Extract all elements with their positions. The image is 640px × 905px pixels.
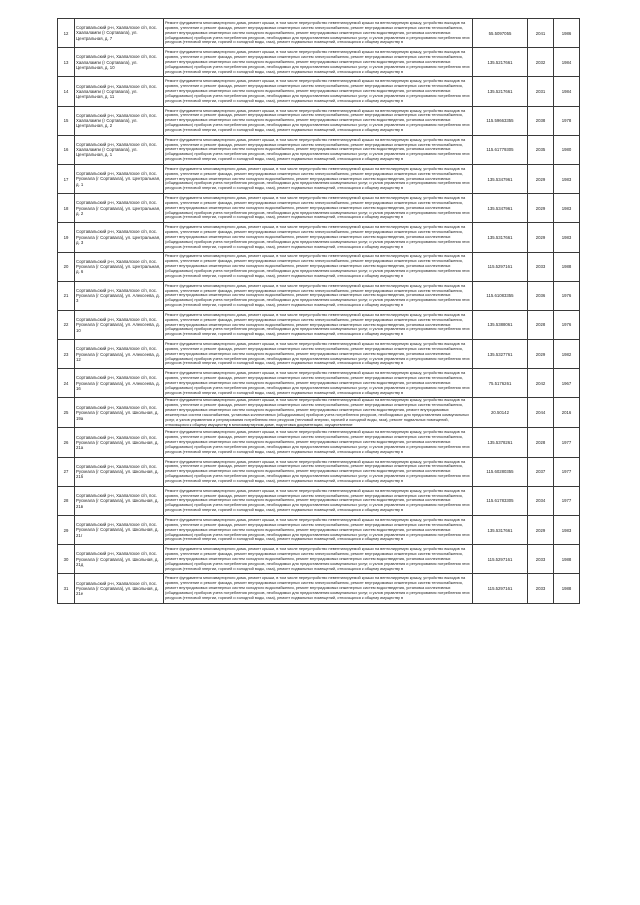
row-number-cell <box>58 369 75 398</box>
address-cell <box>75 164 164 193</box>
table-row <box>58 574 580 603</box>
build-year-cell-text: 2016 <box>561 410 572 416</box>
build-year-cell <box>554 281 580 310</box>
works-list-cell-text: Ремонт фундамента многоквартирного дома, ремонт крыши, в том числе переустройство невентилируемой крыши на вентилируемую крышу, устройство выходов на кровлю, утепление и ремонт фасада, ремонт внутридомовых инженерных систем электроснабжения, ремонт внутридомовых инженерных систем теплоснабжения, ремонт внутридомовых инженерных систем холодного водоснабжения, ремонт внутридомовых инженерных систем водоотведения, установка коллективных (общедомовых) приборов учета потребления ресурсов, необходимых для предоставления коммунальных услуг, и узлов управления и регулирования потребления этих ресурсов (тепловой энергии, горячей и холодной воды, газа), ремонт подвальных помещений, относящихся к общему имуществу в <box>165 283 470 308</box>
row-number-cell <box>58 252 75 281</box>
works-list-cell-text: Ремонт фундамента многоквартирного дома, ремонт крыши, в том числе переустройство невентилируемой крыши на вентилируемую крышу, устройство выходов на кровлю, утепление и ремонт фасада, ремонт внутридомовых инженерных систем электроснабжения, ремонт внутридомовых инженерных систем теплоснабжения, ремонт внутридомовых инженерных систем холодного водоснабжения, ремонт внутридомовых инженерных систем водоотведения, установка коллективных (общедомовых) приборов учета потребления ресурсов, необходимых для предоставления коммунальных услуг, и узлов управления и регулирования потребления этих ресурсов (тепловой энергии, горячей и холодной воды, газа), ремонт подвальных помещений, относящихся к общему имуществу в <box>165 196 470 220</box>
build-year-cell-text: 1988 <box>561 264 572 270</box>
address-cell <box>75 19 164 48</box>
planned-year-cell-text: 2028 <box>535 440 546 446</box>
build-year-cell-text: 1988 <box>561 556 572 562</box>
works-list-cell-text: Ремонт фундамента многоквартирного дома, ремонт крыши, в том числе переустройство невентилируемой крыши на вентилируемую крышу, устройство выходов на кровлю, утепление и ремонт фасада, ремонт внутридомовых инженерных систем электроснабжения, ремонт внутридомовых инженерных систем теплоснабжения, ремонт внутридомовых инженерных систем холодного водоснабжения, ремонт внутридомовых инженерных систем водоотведения, установка коллективных (общедомовых) приборов учета потребления ресурсов, необходимых для предоставления коммунальных услуг, и узлов управления и регулирования потребления этих ресурсов (тепловой энергии, горячей и холодной воды, газа), ремонт подвальных помещений, относящихся к общему имуществу в <box>165 576 470 600</box>
address-cell-text: Сортавальский р-н, Хаапалское с/п, пос. Рускеала (г Сортавала), ул. Школьная, д. 19а <box>76 404 159 421</box>
cost-cell-text: 135.5327761 <box>487 351 513 357</box>
works-list-cell-text: Ремонт фундамента многоквартирного дома, ремонт крыши, в том числе переустройство невентилируемой крыши на вентилируемую крышу, устройство выходов на кровлю, утепление и ремонт фасада, ремонт внутридомовых инженерных систем электроснабжения, ремонт внутридомовых инженерных систем теплоснабжения, ремонт внутридомовых инженерных систем холодного водоснабжения, ремонт внутридомовых инженерных систем водоотведения, установка коллективных (общедомовых) приборов учета потребления ресурсов, необходимых для предоставления коммунальных услуг, и узлов управления и регулирования потребления этих ресурсов (тепловой энергии, горячей и холодной воды, газа), ремонт подвальных помещений, относящихся к общему имуществу в <box>165 50 470 74</box>
planned-year-cell-text: 2032 <box>535 59 546 65</box>
row-number-cell <box>58 281 75 310</box>
table-row <box>58 457 580 486</box>
works-list-cell <box>164 369 473 398</box>
works-list-cell <box>164 486 473 515</box>
build-year-cell <box>554 194 580 223</box>
build-year-cell-text: 1983 <box>561 234 572 240</box>
build-year-cell-text: 1984 <box>561 88 572 94</box>
build-year-cell-text: 1984 <box>561 59 572 65</box>
works-list-cell <box>164 574 473 603</box>
capital-repair-table <box>57 18 580 604</box>
works-list-cell-text: Ремонт фундамента многоквартирного дома, ремонт крыши, в том числе переустройство невентилируемой крыши на вентилируемую крышу, устройство выходов на кровлю, утепление и ремонт фасада, ремонт внутридомовых инженерных систем электроснабжения, ремонт внутридомовых инженерных систем теплоснабжения, ремонт внутридомовых инженерных систем холодного водоснабжения, ремонт внутридомовых инженерных систем водоотведения, установка коллективных (общедомовых) приборов учета потребления ресурсов, необходимых для предоставления коммунальных услуг, и узлов управления и регулирования потребления этих ресурсов (тепловой энергии, горячей и холодной воды, газа), ремонт подвальных помещений, относящихся к общему имуществу в <box>165 108 470 132</box>
build-year-cell <box>554 457 580 486</box>
cost-cell-text: 55.5097055 <box>488 30 512 36</box>
works-list-cell-text: Ремонт фундамента многоквартирного дома, ремонт крыши, в том числе переустройство невентилируемой крыши на вентилируемую крышу, устройство выходов на кровлю, утепление и ремонт фасада, ремонт внутридомовых инженерных систем электроснабжения, ремонт внутридомовых инженерных систем теплоснабжения, ремонт внутридомовых инженерных систем холодного водоснабжения, ремонт внутридомовых инженерных систем водоотведения, установка коллективных (общедомовых) приборов учета потребления ресурсов, необходимых для предоставления коммунальных услуг, и узлов управления и регулирования потребления этих ресурсов (тепловой энергии, горячей и холодной воды, газа), ремонт подвальных помещений, относящихся к общему имуществу в <box>165 225 470 249</box>
works-list-cell-text: Ремонт фундамента многоквартирного дома, ремонт крыши, в том числе переустройство невентилируемой крыши на вентилируемую крышу, устройство выходов на кровлю, утепление и ремонт фасада, ремонт внутридомовых инженерных систем электроснабжения, ремонт внутридомовых инженерных систем теплоснабжения, ремонт внутридомовых инженерных систем холодного водоснабжения, ремонт внутридомовых инженерных систем водоотведения, установка коллективных (общедомовых) приборов учета потребления ресурсов, необходимых для предоставления коммунальных услуг, и узлов управления и регулирования потребления этих ресурсов (тепловой энергии, горячей и холодной воды, газа), ремонт подвальных помещений, относящихся к общему имуществу в <box>165 371 470 395</box>
row-number-cell <box>58 223 75 252</box>
works-list-cell <box>164 19 473 48</box>
planned-year-cell-text: 2029 <box>535 176 546 182</box>
cost-cell-text: 115.5297161 <box>487 264 513 270</box>
cost-cell-text: 135.5217661 <box>487 88 513 94</box>
row-number-cell-text: 16 <box>63 147 69 153</box>
row-number-cell-text: 18 <box>63 205 69 211</box>
works-list-cell <box>164 545 473 574</box>
build-year-cell <box>554 164 580 193</box>
address-cell <box>75 48 164 77</box>
address-cell <box>75 398 164 428</box>
cost-cell <box>473 19 528 48</box>
planned-year-cell-text: 2034 <box>535 498 546 504</box>
planned-year-cell <box>528 574 554 603</box>
planned-year-cell <box>528 48 554 77</box>
table-row <box>58 428 580 457</box>
cost-cell <box>473 574 528 603</box>
build-year-cell <box>554 369 580 398</box>
build-year-cell <box>554 340 580 369</box>
table-row <box>58 252 580 281</box>
row-number-cell-text: 17 <box>63 176 69 182</box>
planned-year-cell <box>528 19 554 48</box>
works-list-cell <box>164 516 473 545</box>
build-year-cell <box>554 106 580 135</box>
row-number-cell <box>58 428 75 457</box>
works-list-cell <box>164 164 473 193</box>
address-cell <box>75 77 164 106</box>
table-row <box>58 164 580 193</box>
planned-year-cell-text: 2036 <box>535 293 546 299</box>
cost-cell <box>473 223 528 252</box>
build-year-cell <box>554 310 580 339</box>
row-number-cell <box>58 135 75 164</box>
cost-cell-text: 135.5317661 <box>487 234 513 240</box>
address-cell <box>75 516 164 545</box>
build-year-cell-text: 1978 <box>561 118 572 124</box>
build-year-cell <box>554 135 580 164</box>
planned-year-cell <box>528 106 554 135</box>
row-number-cell-text: 25 <box>63 410 69 416</box>
cost-cell <box>473 398 528 428</box>
build-year-cell-text: 1976 <box>561 322 572 328</box>
row-number-cell <box>58 164 75 193</box>
build-year-cell <box>554 574 580 603</box>
works-list-cell-text: Ремонт фундамента многоквартирного дома, ремонт крыши, в том числе переустройство невентилируемой крыши на вентилируемую крышу, устройство выходов на кровлю, утепление и ремонт фасада, ремонт внутридомовых инженерных систем электроснабжения, ремонт внутридомовых инженерных систем теплоснабжения, ремонт внутридомовых инженерных систем холодного водоснабжения, ремонт внутридомовых инженерных систем водоотведения, установка коллективных (общедомовых) приборов учета потребления ресурсов, необходимых для предоставления коммунальных услуг, и узлов управления и регулирования потребления этих ресурсов (тепловой энергии, горячей и холодной воды, газа), ремонт подвальных помещений, относящихся к общему имуществу в <box>165 137 470 162</box>
address-cell <box>75 135 164 164</box>
address-cell-text: Сортавальский р-н, Хаапалское с/п, пос. Рускеала (г Сортавала), ул. Алексеева, д. 12 <box>76 346 160 362</box>
cost-cell <box>473 428 528 457</box>
table-row <box>58 398 580 428</box>
planned-year-cell <box>528 194 554 223</box>
document-page <box>57 18 580 604</box>
row-number-cell-text: 19 <box>63 234 69 240</box>
cost-cell-text: 115.61783305 <box>486 498 514 504</box>
row-number-cell <box>58 545 75 574</box>
planned-year-cell <box>528 135 554 164</box>
cost-cell-text: 115.61779305 <box>486 147 514 153</box>
planned-year-cell-text: 2038 <box>535 118 546 124</box>
address-cell-text: Сортавальский р-н, Хаапалское с/п, пос. Рускеала (г Сортавала), ул. Центральная, д. 6 <box>76 258 161 275</box>
planned-year-cell <box>528 516 554 545</box>
works-list-cell-text: Ремонт фундамента многоквартирного дома, ремонт крыши, в том числе переустройство невентилируемой крыши на вентилируемую крышу, устройство выходов на кровлю, утепление и ремонт фасада, ремонт внутридомовых инженерных систем электроснабжения, ремонт внутридомовых инженерных систем теплоснабжения, ремонт внутридомовых инженерных систем холодного водоснабжения, ремонт внутридомовых инженерных систем водоотведения, ремонт внутридомовых инженерных систем газоснабжения, установка коллективных (общедомовых) приборов учета потребления ресурсов, необходимых для предоставления коммунальных услуг, и узлов управления и регулирования потребления этих ресурсов (тепловой энергии, горячей и холодной воды, газа), ремонт подвальных помещений, относящихся к общему имуществу в многоквартирном доме, подготовка документации, осуществление <box>165 398 470 427</box>
works-list-cell <box>164 77 473 106</box>
build-year-cell <box>554 486 580 515</box>
planned-year-cell <box>528 164 554 193</box>
cost-cell-text: 135.5347961 <box>487 176 513 182</box>
build-year-cell <box>554 223 580 252</box>
planned-year-cell <box>528 281 554 310</box>
build-year-cell <box>554 516 580 545</box>
build-year-cell-text: 1976 <box>561 293 572 299</box>
row-number-cell-text: 13 <box>63 59 69 65</box>
cost-cell <box>473 457 528 486</box>
row-number-cell-text: 26 <box>63 440 69 446</box>
planned-year-cell <box>528 340 554 369</box>
address-cell-text: Сортавальский р-н, Хаапалское с/п, пос. Рускеала (г Сортавала), ул. Центральная, д. 1 <box>76 171 161 187</box>
table-row <box>58 19 580 48</box>
cost-cell-text: 115.5297161 <box>487 556 513 562</box>
table-body <box>58 19 580 604</box>
planned-year-cell <box>528 223 554 252</box>
row-number-cell <box>58 574 75 603</box>
cost-cell <box>473 310 528 339</box>
row-number-cell <box>58 194 75 223</box>
planned-year-cell-text: 2042 <box>535 380 546 386</box>
build-year-cell-text: 1982 <box>561 351 572 357</box>
row-number-cell-text: 31 <box>63 585 69 591</box>
row-number-cell-text: 12 <box>63 30 69 36</box>
planned-year-cell-text: 2035 <box>535 147 546 153</box>
address-cell <box>75 252 164 281</box>
address-cell <box>75 486 164 515</box>
works-list-cell <box>164 457 473 486</box>
address-cell-text: Сортавальский р-н, Хаапалское с/п, пос. Хаапалампи (г Сортавала), ул. Центральная, д. 10 <box>76 54 158 70</box>
cost-cell <box>473 340 528 369</box>
address-cell-text: Сортавальский р-н, Хаапалское с/п, пос. Рускеала (г Сортавала), ул. Центральная, д. 2 <box>76 200 161 216</box>
cost-cell <box>473 194 528 223</box>
address-cell <box>75 545 164 574</box>
works-list-cell-text: Ремонт фундамента многоквартирного дома, ремонт крыши, в том числе переустройство невентилируемой крыши на вентилируемую крышу, устройство выходов на кровлю, утепление и ремонт фасада, ремонт внутридомовых инженерных систем электроснабжения, ремонт внутридомовых инженерных систем теплоснабжения, ремонт внутридомовых инженерных систем холодного водоснабжения, ремонт внутридомовых инженерных систем водоотведения, установка коллективных (общедомовых) приборов учета потребления ресурсов, необходимых для предоставления коммунальных услуг, и узлов управления и регулирования потребления этих ресурсов (тепловой энергии, горячей и холодной воды, газа), ремонт подвальных помещений, относящихся к общему имуществу в <box>165 342 470 366</box>
row-number-cell-text: 24 <box>63 380 69 386</box>
cost-cell-text: 135.5317661 <box>487 527 513 533</box>
address-cell <box>75 106 164 135</box>
row-number-cell <box>58 77 75 106</box>
address-cell <box>75 574 164 603</box>
address-cell-text: Сортавальский р-н, Хаапалское с/п, пос. Рускеала (г Сортавала), ул. Алексеева, д. 3 <box>76 287 160 304</box>
table-row <box>58 135 580 164</box>
row-number-cell-text: 15 <box>63 118 69 124</box>
build-year-cell-text: 1983 <box>561 176 572 182</box>
row-number-cell <box>58 19 75 48</box>
planned-year-cell <box>528 252 554 281</box>
works-list-cell <box>164 106 473 135</box>
address-cell-text: Сортавальский р-н, Хаапалское с/п, пос. Рускеала (г Сортавала), ул. Центральная, д. 3 <box>76 229 161 246</box>
works-list-cell <box>164 194 473 223</box>
table-row <box>58 340 580 369</box>
address-cell <box>75 223 164 252</box>
address-cell-text: Сортавальский р-н, Хаапалское с/п, пос. Рускеала (г Сортавала), ул. Алексеева, д. 10 <box>76 317 160 333</box>
planned-year-cell-text: 2029 <box>535 351 546 357</box>
row-number-cell <box>58 516 75 545</box>
address-cell <box>75 194 164 223</box>
planned-year-cell-text: 2033 <box>535 264 546 270</box>
cost-cell <box>473 486 528 515</box>
row-number-cell <box>58 48 75 77</box>
cost-cell-text: 115.60280355 <box>486 469 514 475</box>
row-number-cell-text: 28 <box>63 498 69 504</box>
planned-year-cell-text: 2041 <box>535 30 546 36</box>
planned-year-cell-text: 2031 <box>535 88 546 94</box>
planned-year-cell-text: 2029 <box>535 234 546 240</box>
cost-cell-text: 75.5176261 <box>488 380 512 386</box>
works-list-cell-text: Ремонт фундамента многоквартирного дома, ремонт крыши, в том числе переустройство невентилируемой крыши на вентилируемую крышу, устройство выходов на кровлю, утепление и ремонт фасада, ремонт внутридомовых инженерных систем электроснабжения, ремонт внутридомовых инженерных систем теплоснабжения, ремонт внутридомовых инженерных систем холодного водоснабжения, ремонт внутридомовых инженерных систем водоотведения, установка коллективных (общедомовых) приборов учета потребления ресурсов, необходимых для предоставления коммунальных услуг, и узлов управления и регулирования потребления этих ресурсов (тепловой энергии, горячей и холодной воды, газа), ремонт подвальных помещений, относящихся к общему имуществу в <box>165 166 470 191</box>
address-cell-text: Сортавальский р-н, Хаапалское с/п, пос. Рускеала (г Сортавала), ул. Школьная, д. 21а <box>76 434 159 451</box>
works-list-cell <box>164 48 473 77</box>
table-row <box>58 516 580 545</box>
build-year-cell-text: 1983 <box>561 205 572 211</box>
build-year-cell <box>554 252 580 281</box>
row-number-cell <box>58 486 75 515</box>
planned-year-cell <box>528 398 554 428</box>
cost-cell <box>473 164 528 193</box>
planned-year-cell <box>528 545 554 574</box>
works-list-cell <box>164 252 473 281</box>
address-cell-text: Сортавальский р-н, Хаапалское с/п, пос. Хаапалампи (г Сортавала), ул. Центральная, д. 1 <box>76 141 158 158</box>
table-row <box>58 486 580 515</box>
build-year-cell-text: 1983 <box>561 527 572 533</box>
build-year-cell-text: 1986 <box>561 30 572 36</box>
build-year-cell-text: 1988 <box>561 585 572 591</box>
planned-year-cell-text: 2037 <box>535 469 546 475</box>
planned-year-cell-text: 2029 <box>535 527 546 533</box>
works-list-cell-text: Ремонт фундамента многоквартирного дома, ремонт крыши, в том числе переустройство невентилируемой крыши на вентилируемую крышу, устройство выходов на кровлю, утепление и ремонт фасада, ремонт внутридомовых инженерных систем электроснабжения, ремонт внутридомовых инженерных систем теплоснабжения, ремонт внутридомовых инженерных систем холодного водоснабжения, ремонт внутридомовых инженерных систем водоотведения, установка коллективных (общедомовых) приборов учета потребления ресурсов, необходимых для предоставления коммунальных услуг, и узлов управления и регулирования потребления этих ресурсов (тепловой энергии, горячей и холодной воды, газа), ремонт подвальных помещений, относящихся к общему имуществу в <box>165 79 470 103</box>
works-list-cell <box>164 398 473 428</box>
build-year-cell <box>554 398 580 428</box>
works-list-cell-text: Ремонт фундамента многоквартирного дома, ремонт крыши, в том числе переустройство невентилируемой крыши на вентилируемую крышу, устройство выходов на кровлю, утепление и ремонт фасада, ремонт внутридомовых инженерных систем электроснабжения, ремонт внутридомовых инженерных систем теплоснабжения, ремонт внутридомовых инженерных систем холодного водоснабжения, ремонт внутридомовых инженерных систем водоотведения, установка коллективных (общедомовых) приборов учета потребления ресурсов, необходимых для предоставления коммунальных услуг, и узлов управления и регулирования потребления этих ресурсов (тепловой энергии, горячей и холодной воды, газа), ремонт подвальных помещений, относящихся к общему имуществу в <box>165 547 470 571</box>
cost-cell-text: 135.5217661 <box>487 59 513 65</box>
row-number-cell-text: 27 <box>63 469 69 475</box>
works-list-cell <box>164 310 473 339</box>
planned-year-cell-text: 2033 <box>535 556 546 562</box>
works-list-cell <box>164 135 473 164</box>
planned-year-cell-text: 2028 <box>535 322 546 328</box>
table-row <box>58 281 580 310</box>
row-number-cell <box>58 106 75 135</box>
planned-year-cell <box>528 77 554 106</box>
address-cell-text: Сортавальский р-н, Хаапалское с/п, пос. Рускеала (г Сортавала), ул. Школьная, д. 21е <box>76 580 159 597</box>
cost-cell-text: 115.61083355 <box>486 293 514 299</box>
build-year-cell <box>554 48 580 77</box>
address-cell-text: Сортавальский р-н, Хаапалское с/п, пос. Рускеала (г Сортавала), ул. Школьная, д. 21г <box>76 522 159 538</box>
works-list-cell-text: Ремонт фундамента многоквартирного дома, ремонт крыши, в том числе переустройство невентилируемой крыши на вентилируемую крышу, устройство выходов на кровлю, утепление и ремонт фасада, ремонт внутридомовых инженерных систем электроснабжения, ремонт внутридомовых инженерных систем теплоснабжения, ремонт внутридомовых инженерных систем холодного водоснабжения, ремонт внутридомовых инженерных систем водоотведения, установка коллективных (общедомовых) приборов учета потребления ресурсов, необходимых для предоставления коммунальных услуг, и узлов управления и регулирования потребления этих ресурсов (тепловой энергии, горячей и холодной воды, газа), ремонт подвальных помещений, относящихся к общему имуществу в <box>165 459 470 483</box>
works-list-cell <box>164 428 473 457</box>
planned-year-cell <box>528 486 554 515</box>
planned-year-cell-text: 2029 <box>535 205 546 211</box>
table-row <box>58 369 580 398</box>
row-number-cell-text: 22 <box>63 322 69 328</box>
cost-cell <box>473 252 528 281</box>
planned-year-cell-text: 2044 <box>535 410 546 416</box>
planned-year-cell <box>528 369 554 398</box>
works-list-cell-text: Ремонт фундамента многоквартирного дома, ремонт крыши, в том числе переустройство невентилируемой крыши на вентилируемую крышу, устройство выходов на кровлю, утепление и ремонт фасада, ремонт внутридомовых инженерных систем электроснабжения, ремонт внутридомовых инженерных систем теплоснабжения, ремонт внутридомовых инженерных систем холодного водоснабжения, ремонт внутридомовых инженерных систем водоотведения, установка коллективных (общедомовых) приборов учета потребления ресурсов, необходимых для предоставления коммунальных услуг, и узлов управления и регулирования потребления этих ресурсов (тепловой энергии, горячей и холодной воды, газа), ремонт подвальных помещений, относящихся к общему имуществу в <box>165 517 470 542</box>
works-list-cell-text: Ремонт фундамента многоквартирного дома, ремонт крыши, в том числе переустройство невентилируемой крыши на вентилируемую крышу, устройство выходов на кровлю, утепление и ремонт фасада, ремонт внутридомовых инженерных систем электроснабжения, ремонт внутридомовых инженерных систем теплоснабжения, ремонт внутридомовых инженерных систем холодного водоснабжения, ремонт внутридомовых инженерных систем водоотведения, установка коллективных (общедомовых) приборов учета потребления ресурсов, необходимых для предоставления коммунальных услуг, и узлов управления и регулирования потребления этих ресурсов (тепловой энергии, горячей и холодной воды, газа), ремонт подвальных помещений, относящихся к общему имуществу в <box>165 312 470 337</box>
row-number-cell <box>58 457 75 486</box>
address-cell <box>75 340 164 369</box>
build-year-cell-text: 1980 <box>561 147 572 153</box>
row-number-cell-text: 20 <box>63 264 69 270</box>
address-cell <box>75 457 164 486</box>
build-year-cell <box>554 19 580 48</box>
address-cell-text: Сортавальский р-н, Хаапалское с/п, пос. Хаапалампи (г Сортавала), ул. Центральная, д. 2 <box>76 112 158 129</box>
address-cell <box>75 281 164 310</box>
build-year-cell-text: 1977 <box>561 440 572 446</box>
planned-year-cell-text: 2033 <box>535 585 546 591</box>
row-number-cell-text: 30 <box>63 556 69 562</box>
works-list-cell <box>164 340 473 369</box>
row-number-cell-text: 14 <box>63 88 69 94</box>
build-year-cell-text: 1977 <box>561 498 572 504</box>
address-cell <box>75 369 164 398</box>
cost-cell-text: 135.5388061 <box>487 322 513 328</box>
planned-year-cell <box>528 428 554 457</box>
address-cell-text: Сортавальский р-н, Хаапалское с/п, пос. Рускеала (г Сортавала), ул. Школьная, д. 21д <box>76 551 159 567</box>
table-row <box>58 106 580 135</box>
works-list-cell-text: Ремонт фундамента многоквартирного дома, ремонт крыши, в том числе переустройство невентилируемой крыши на вентилируемую крышу, устройство выходов на кровлю, утепление и ремонт фасада, ремонт внутридомовых инженерных систем электроснабжения, ремонт внутридомовых инженерных систем теплоснабжения, ремонт внутридомовых инженерных систем холодного водоснабжения, ремонт внутридомовых инженерных систем водоотведения, установка коллективных (общедомовых) приборов учета потребления ресурсов, необходимых для предоставления коммунальных услуг, и узлов управления и регулирования потребления этих ресурсов (тепловой энергии, горячей и холодной воды, газа), ремонт подвальных помещений, относящихся к общему имуществу в <box>165 430 470 454</box>
planned-year-cell <box>528 310 554 339</box>
table-row <box>58 223 580 252</box>
table-row <box>58 48 580 77</box>
cost-cell <box>473 48 528 77</box>
planned-year-cell <box>528 457 554 486</box>
table-row <box>58 77 580 106</box>
works-list-cell <box>164 281 473 310</box>
address-cell-text: Сортавальский р-н, Хаапалское с/п, пос. Рускеала (г Сортавала), ул. Школьная, д. 21б <box>76 463 159 480</box>
cost-cell-text: 135.5347961 <box>487 205 513 211</box>
cost-cell-text: 20.50142 <box>491 410 509 416</box>
address-cell <box>75 310 164 339</box>
address-cell <box>75 428 164 457</box>
cost-cell <box>473 77 528 106</box>
row-number-cell <box>58 310 75 339</box>
works-list-cell-text: Ремонт фундамента многоквартирного дома, ремонт крыши, в том числе переустройство невентилируемой крыши на вентилируемую крышу, устройство выходов на кровлю, утепление и ремонт фасада, ремонт внутридомовых инженерных систем электроснабжения, ремонт внутридомовых инженерных систем теплоснабжения, ремонт внутридомовых инженерных систем холодного водоснабжения, ремонт внутридомовых инженерных систем водоотведения, установка коллективных (общедомовых) приборов учета потребления ресурсов, необходимых для предоставления коммунальных услуг, и узлов управления и регулирования потребления этих ресурсов (тепловой энергии, горячей и холодной воды, газа), ремонт подвальных помещений, относящихся к общему имуществу в <box>165 488 470 513</box>
address-cell-text: Сортавальский р-н, Хаапалское с/п, пос. Хаапалампи (г Сортавала), ул. Центральная, д. 11 <box>76 83 158 100</box>
cost-cell-text: 115.5297161 <box>487 585 513 591</box>
build-year-cell-text: 1967 <box>561 380 572 386</box>
address-cell-text: Сортавальский р-н, Хаапалское с/п, пос. Хаапалампи (г Сортавала), ул. Центральная, д. 7 <box>76 25 158 41</box>
table-row <box>58 545 580 574</box>
address-cell-text: Сортавальский р-н, Хаапалское с/п, пос. Рускеала (г Сортавала), ул. Школьная, д. 21в <box>76 492 159 509</box>
cost-cell <box>473 516 528 545</box>
row-number-cell-text: 29 <box>63 527 69 533</box>
cost-cell <box>473 106 528 135</box>
row-number-cell-text: 21 <box>63 293 69 299</box>
row-number-cell <box>58 340 75 369</box>
cost-cell <box>473 281 528 310</box>
cost-cell-text: 135.5378261 <box>487 440 513 446</box>
build-year-cell <box>554 545 580 574</box>
cost-cell <box>473 369 528 398</box>
works-list-cell-text: Ремонт фундамента многоквартирного дома, ремонт крыши, в том числе переустройство невентилируемой крыши на вентилируемую крышу, устройство выходов на кровлю, утепление и ремонт фасада, ремонт внутридомовых инженерных систем электроснабжения, ремонт внутридомовых инженерных систем теплоснабжения, ремонт внутридомовых инженерных систем холодного водоснабжения, ремонт внутридомовых инженерных систем водоотведения, установка коллективных (общедомовых) приборов учета потребления ресурсов, необходимых для предоставления коммунальных услуг, и узлов управления и регулирования потребления этих ресурсов (тепловой энергии, горячей и холодной воды, газа), ремонт подвальных помещений, относящихся к общему имуществу в <box>165 254 470 278</box>
address-cell-text: Сортавальский р-н, Хаапалское с/п, пос. Рускеала (г Сортавала), ул. Алексеева, д. 16 <box>76 375 160 391</box>
table-row <box>58 310 580 339</box>
cost-cell-text: 115.59663355 <box>486 118 514 124</box>
cost-cell <box>473 135 528 164</box>
build-year-cell-text: 1977 <box>561 469 572 475</box>
row-number-cell <box>58 398 75 428</box>
table-row <box>58 194 580 223</box>
build-year-cell <box>554 428 580 457</box>
works-list-cell <box>164 223 473 252</box>
works-list-cell-text: Ремонт фундамента многоквартирного дома, ремонт крыши, в том числе переустройство невентилируемой крыши на вентилируемую крышу, устройство выходов на кровлю, утепление и ремонт фасада, ремонт внутридомовых инженерных систем электроснабжения, ремонт внутридомовых инженерных систем теплоснабжения, ремонт внутридомовых инженерных систем холодного водоснабжения, ремонт внутридомовых инженерных систем водоотведения, установка коллективных (общедомовых) приборов учета потребления ресурсов, необходимых для предоставления коммунальных услуг, и узлов управления и регулирования потребления этих ресурсов (тепловой энергии, горячей и холодной воды, газа), ремонт подвальных помещений, относящихся к общему имуществу в <box>165 20 470 45</box>
cost-cell <box>473 545 528 574</box>
build-year-cell <box>554 77 580 106</box>
row-number-cell-text: 23 <box>63 351 69 357</box>
